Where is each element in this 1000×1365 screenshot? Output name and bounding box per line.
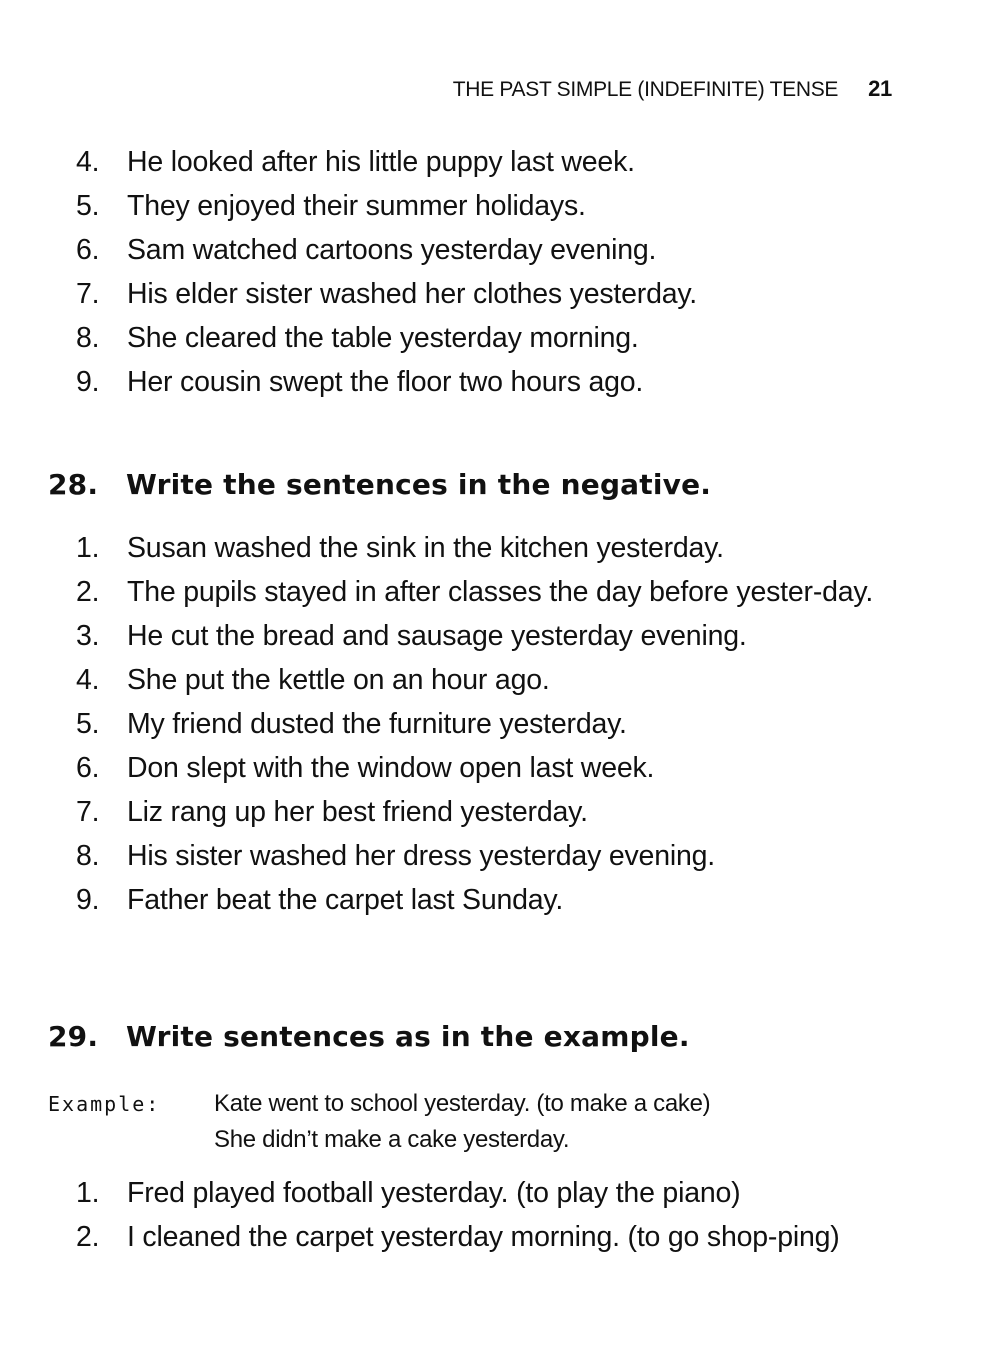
running-head [453,76,892,102]
item-number: 8. [76,322,100,354]
item-number: 5. [76,190,100,222]
exercise-number: 29. [48,1020,99,1053]
list-item [0,1174,1000,1212]
item-text: My friend dusted the furniture yesterday. [127,708,627,740]
item-text: I cleaned the carpet yesterday morning. (to go shop-ping) [127,1221,840,1253]
list-item [0,187,1000,225]
list-item [0,617,1000,655]
item-text: The pupils stayed in after classes the day before yester-day. [127,576,874,608]
exercise-28-list [0,529,1000,925]
example-label: Example: [48,1092,161,1116]
list-item [0,231,1000,269]
item-text: His sister washed her dress yesterday evening. [127,840,715,872]
item-number: 7. [76,278,100,310]
list-item [0,363,1000,401]
exercise-number: 28. [48,468,99,501]
list-item [0,143,1000,181]
list-item [0,275,1000,313]
item-number: 3. [76,620,100,652]
item-text: He looked after his little puppy last week. [127,146,635,178]
exercise-27-list [0,143,1000,407]
item-number: 1. [76,532,100,564]
list-item [0,881,1000,919]
item-number: 7. [76,796,100,828]
item-number: 9. [76,884,100,916]
item-text: Liz rang up her best friend yesterday. [127,796,588,828]
list-item [0,1218,1000,1256]
item-number: 6. [76,752,100,784]
item-text: She cleared the table yesterday morning. [127,322,639,354]
item-text: He cut the bread and sausage yesterday evening. [127,620,747,652]
running-title: THE PAST SIMPLE (INDEFINITE) TENSE [452,78,839,101]
item-text: She put the kettle on an hour ago. [127,664,550,696]
item-number: 8. [76,840,100,872]
item-number: 1. [76,1177,100,1209]
item-number: 4. [76,664,100,696]
list-item [0,319,1000,357]
item-text: His elder sister washed her clothes yesterday. [127,278,698,310]
item-text: Fred played football yesterday. (to play the piano) [127,1177,741,1209]
list-item [0,573,1000,611]
exercise-instruction: Write the sentences in the negative. [126,468,712,501]
item-number: 2. [76,1221,100,1253]
list-item [0,837,1000,875]
item-text: Susan washed the sink in the kitchen yesterday. [127,532,724,564]
item-number: 6. [76,234,100,266]
list-item [0,749,1000,787]
exercise-instruction: Write sentences as in the example. [126,1020,690,1053]
item-text: Don slept with the window open last week. [127,752,655,784]
exercise-29-heading [48,1020,690,1053]
list-item [0,661,1000,699]
example-block [48,1086,710,1158]
item-number: 4. [76,146,100,178]
exercise-29-list [0,1174,1000,1262]
example-answer: She didn’t make a cake yesterday. [214,1126,570,1153]
item-number: 5. [76,708,100,740]
list-item [0,529,1000,567]
example-lines [214,1086,710,1158]
list-item [0,705,1000,743]
list-item [0,793,1000,831]
page-number: 21 [868,76,892,101]
item-number: 2. [76,576,100,608]
item-text: They enjoyed their summer holidays. [127,190,586,222]
item-text: Her cousin swept the floor two hours ago. [127,366,644,398]
item-number: 9. [76,366,100,398]
exercise-28-heading [48,468,711,501]
item-text: Sam watched cartoons yesterday evening. [127,234,657,266]
example-sentence: Kate went to school yesterday. (to make a cake) [214,1090,711,1117]
item-text: Father beat the carpet last Sunday. [127,884,564,916]
